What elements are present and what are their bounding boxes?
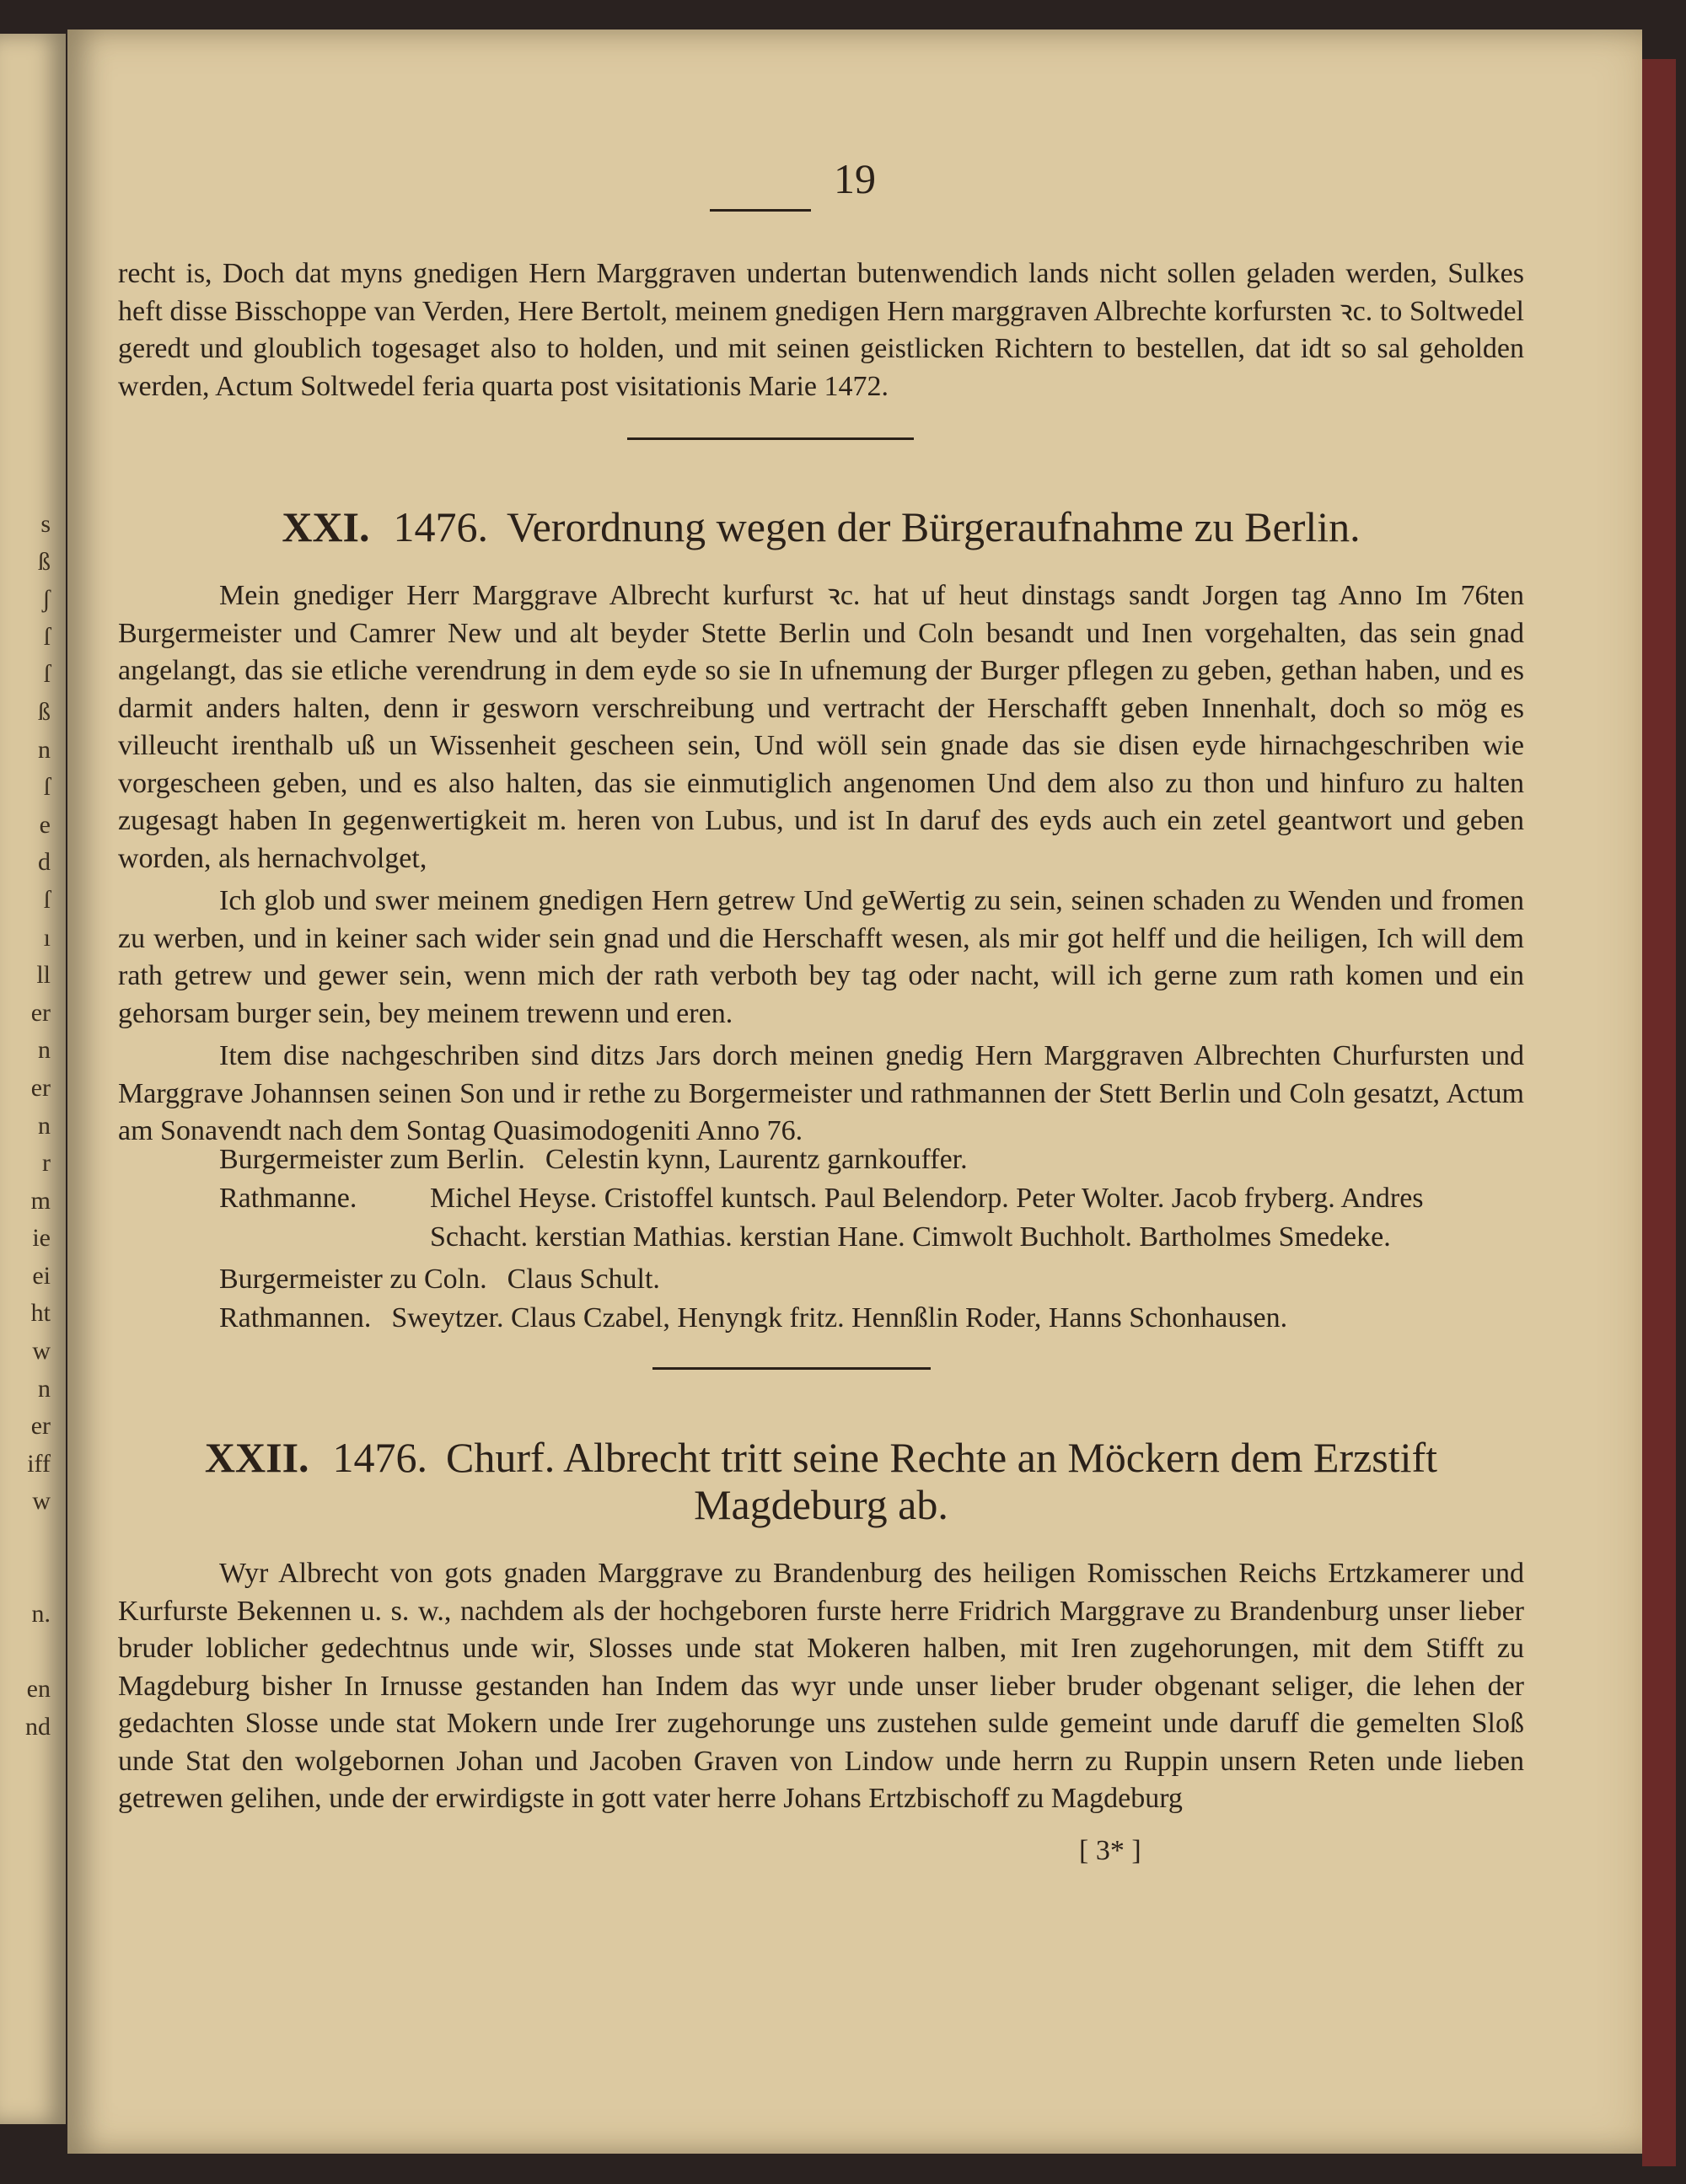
- section-22-paragraph: Wyr Albrecht von gots gnaden Marggrave zu Brandenburg des heiligen Romisschen Reichs Ertzkamerer und Kurfurste Bekennen u. s. w., nachdem als der hochgeboren furste herre Fridrich Marggrave zu Brandenburg unser lieber bruder loblicher gedechtnus unde wir, Slosses unde stat Mokeren halben, mit Iren zugehorungen, mit dem Stifft zu Magdeburg bisher In Irnusse gestanden han Indem das wyr unde unser lieber bruder obgenant seliger, die lehen der gedachten Slosse unde stat Mokern unde Irer zugehorunge uns zustehen sulde gemeint unde daruff die gemelten Sloß unde Stat den wolgebornen Johan und Jacoben Graven von Lindow unde herrn zu Ruppin unsern Reten unde lieben getrewen gelihen, unde der erwirdigste in gott vater herre Johans Ertzbischoff zu Magdeburg: [118, 1558, 1524, 1814]
- list-names: Sweytzer. Claus Czabel, Henyngk fritz. Hennßlin Roder, Hanns Schonhausen.: [391, 1302, 1288, 1333]
- signature-mark: [ 3* ]: [1079, 1835, 1141, 1866]
- left-page-fragment: [0, 1521, 51, 1559]
- left-page-fragment: en: [26, 1675, 51, 1704]
- header-rule: [710, 209, 811, 212]
- left-page-fragment: n: [38, 1111, 51, 1140]
- section-divider-1: [627, 437, 914, 440]
- list-names: Claus Schult.: [507, 1264, 660, 1295]
- section-21-heading: [118, 503, 1524, 550]
- section-21-title: Verordnung wegen der Bürgeraufnahme zu Berlin.: [507, 503, 1361, 550]
- list-item: [219, 1299, 1524, 1338]
- left-page-fragment: ei: [32, 1261, 51, 1290]
- list-label: Rathmanne.: [219, 1183, 357, 1214]
- left-page-fragment: ſ: [43, 622, 51, 651]
- left-page-fragment: iff: [27, 1449, 51, 1478]
- left-page-fragment: ie: [32, 1224, 51, 1253]
- list-names: Michel Heyse. Cristoffel kuntsch. Paul Belendorp. Peter Wolter. Jacob fryberg. Andres Schacht. kerstian Mathias. kerstian Hane. Cimwolt Buchholt. Bartholmes Smedeke.: [430, 1183, 1424, 1253]
- left-page-fragment: ß: [38, 547, 51, 576]
- left-page-fragment: n: [38, 1374, 51, 1403]
- left-page-fragments: [0, 506, 51, 1747]
- left-page-fragment: er: [30, 1073, 51, 1102]
- section-21-number: XXI.: [282, 503, 370, 550]
- intro-paragraph: recht is, Doch dat myns gnedigen Hern Marggraven undertan butenwendich lands nicht sollen geladen werden, Sulkes heft disse Bisschoppe van Verden, Here Bertolt, meinem gnedigen Hern marggraven Albrechte korfursten ꝛc. to Soltwedel geredt und gloublich togesaget also to holden, und mit seinen geistlicken Richtern to bestellen, dat idt so sal geholden werden, Actum Soltwedel feria quarta post visitationis Marie 1472.: [118, 258, 1524, 402]
- section-22-year: 1476.: [332, 1434, 428, 1481]
- left-page-fragment: ſ: [43, 660, 51, 689]
- left-page-fragment: n.: [31, 1600, 51, 1629]
- section-21-paragraph-1: Mein gnediger Herr Marggrave Albrecht kurfurst ꝛc. hat uf heut dinstags sandt Jorgen tag Anno Im 76ten Burgermeister und Camrer New und alt beyder Stette Berlin und Coln besandt und Inen vorgehalten, das sein gnad angelangt, das sie etliche verendrung in dem eyde so sie In ufnemung der Burger pflegen zu geben, gethan haben, und es darmit anders halten, denn ir gesworn verschreibung und vertracht der Herschafft geben Innenhalt, doch so mög es villeucht irenthalb uß un Wissenheit gescheen sein, Und wöll sein gnade das sie disen eyde hirnachgeschriben wie vorgescheen geben, und es also halten, das sie einmutiglich angenomen Und dem also zu thon und hinfuro zu halten zugesagt haben In gegenwertigkeit m. heren von Lubus, und ist In daruf des eyds auch ein zetel geantwort und geben worden, als hernachvolget,: [118, 580, 1524, 874]
- left-page-fragment: [0, 1634, 51, 1672]
- left-page-fragment: ı: [43, 923, 51, 952]
- left-page-fragment: s: [40, 510, 51, 538]
- left-page-fragment: ſ: [43, 773, 51, 802]
- section-22-title: Churf. Albrecht tritt seine Rechte an Möckern dem Erzstift Magdeburg ab.: [446, 1434, 1438, 1528]
- page: [67, 30, 1642, 2154]
- list-label: Rathmannen.: [219, 1302, 372, 1333]
- section-21-paragraph-3: Item dise nachgeschriben sind ditzs Jars dorch meinen gnedig Hern Marggraven Albrechten Churfursten und Marggrave Johannsen seinen Son und ir rethe zu Borgermeister und rathmannen der Stett Berlin und Coln gesatzt, Actum am Sonavendt nach dem Sontag Quasimodogeniti Anno 76.: [118, 1040, 1524, 1146]
- list-item: [219, 1140, 1524, 1179]
- left-page-fragment: e: [39, 810, 51, 839]
- list-label: Burgermeister zum Berlin.: [219, 1144, 525, 1175]
- list-item: [219, 1179, 1524, 1257]
- left-page-fragment: d: [38, 848, 51, 877]
- left-page-fragment: er: [30, 1412, 51, 1441]
- left-page-fragment: ſ: [43, 885, 51, 914]
- section-22-number: XXII.: [204, 1434, 309, 1481]
- left-page-fragment: w: [32, 1337, 51, 1366]
- left-page-fragment: ß: [38, 697, 51, 726]
- section-divider-2: [652, 1367, 931, 1370]
- left-page-fragment: w: [32, 1487, 51, 1516]
- left-page-fragment: m: [30, 1186, 51, 1215]
- left-page-fragment: nd: [25, 1713, 51, 1741]
- left-page-fragment: [0, 1559, 51, 1596]
- list-names: Celestin kynn, Laurentz garnkouffer.: [545, 1144, 968, 1175]
- left-page-fragment: n: [38, 735, 51, 764]
- section-21-year: 1476.: [393, 503, 489, 550]
- page-number: 19: [834, 155, 876, 202]
- section-21-paragraph-2: Ich glob und swer meinem gnedigen Hern getrew Und geWertig zu sein, seinen schaden zu Wenden und fromen zu werben, und in keiner sach wider sein gnad und die Herschafft wesen, als mir got helff und die heiligen, Ich will dem rath getrew und gewer sein, wenn mich der rath verboth bey tag oder nacht, will ich gerne zum rath komen und ein gehorsam burger sein, bey meinem trewenn und eren.: [118, 885, 1524, 1029]
- section-22-heading: [118, 1434, 1524, 1528]
- section-21-lists: [219, 1140, 1524, 1338]
- list-item: [219, 1260, 1524, 1299]
- book-cover-edge: [1642, 59, 1676, 2166]
- left-page-fragment: ʃ: [42, 585, 51, 614]
- left-page-fragment: ll: [36, 961, 51, 990]
- left-page-fragment: ht: [30, 1299, 51, 1328]
- left-page-fragment: er: [30, 998, 51, 1027]
- left-page-fragment: n: [38, 1036, 51, 1065]
- left-page-edge: [0, 34, 66, 2124]
- left-page-fragment: r: [42, 1149, 51, 1178]
- list-label: Burgermeister zu Coln.: [219, 1264, 487, 1295]
